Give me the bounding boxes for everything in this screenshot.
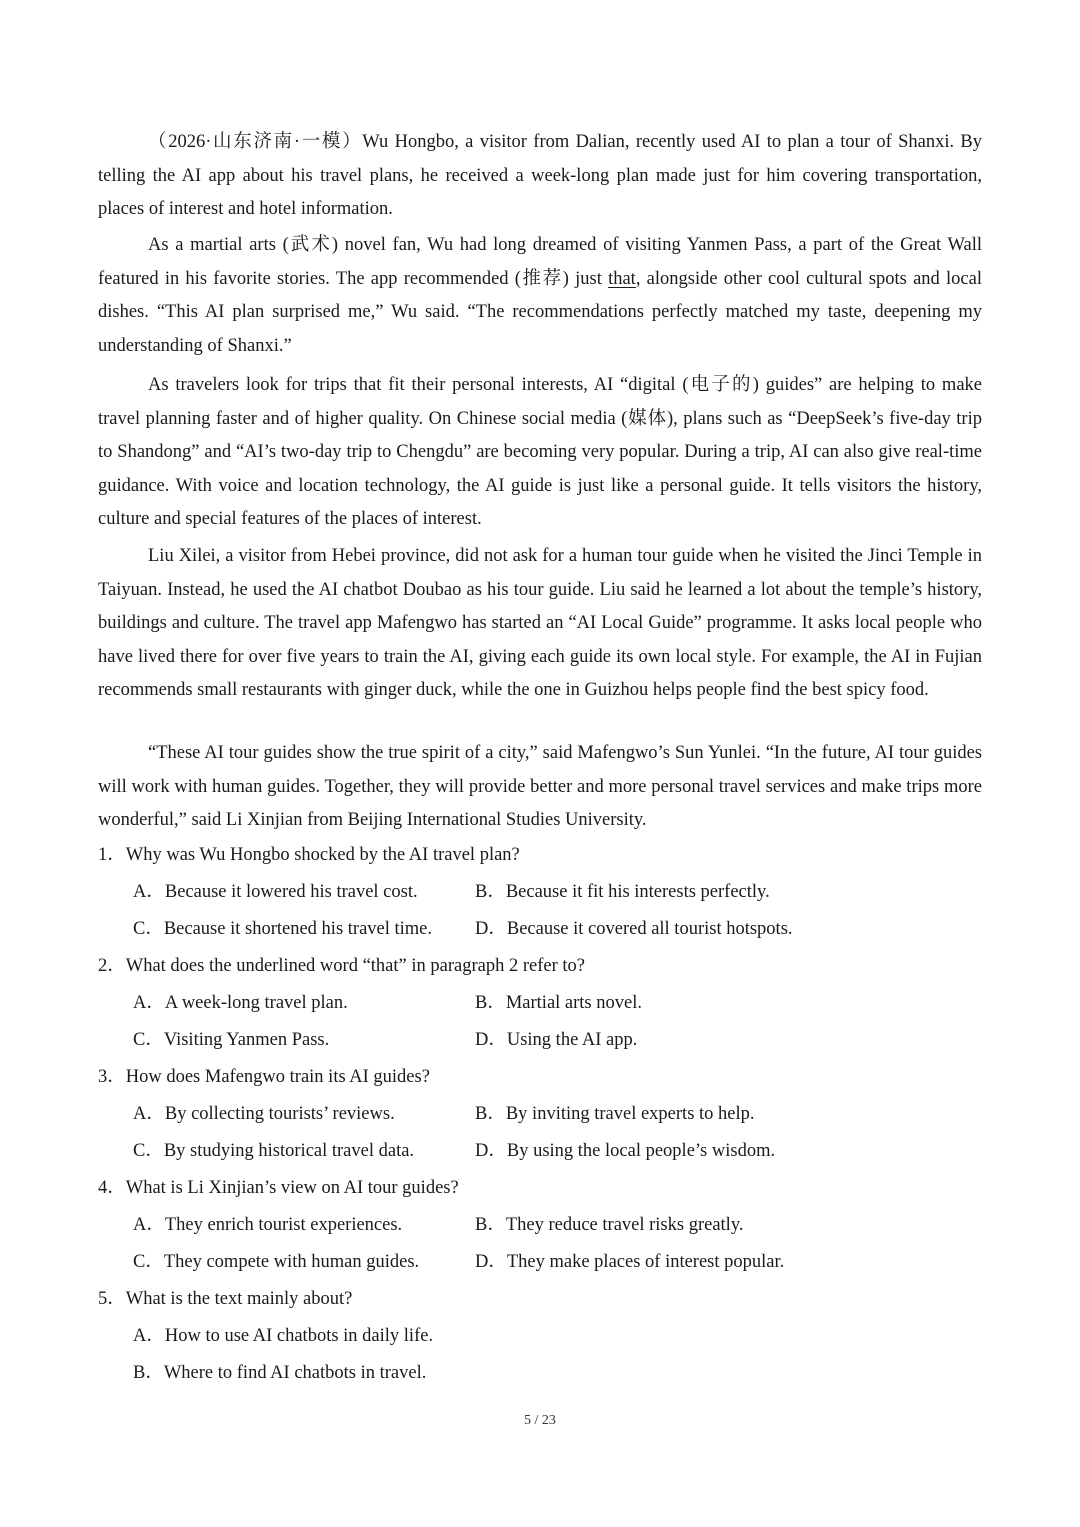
page-number: 5 / 23 (524, 1413, 556, 1428)
question-2-option-a[interactable]: A．A week-long travel plan. (133, 993, 348, 1013)
question-3-stem: 3．How does Mafengwo train its AI guides? (98, 1067, 430, 1087)
passage-paragraph-1: （2026·山东济南·一模）Wu Hongbo, a visitor from Dalian, recently used AI to plan a tour of Shanxi. By telling the AI app about his travel plans, he received a week-long plan made just for him covering transportation, places of interest and hotel information. (98, 132, 982, 219)
question-1-option-b[interactable]: B．Because it fit his interests perfectly. (475, 882, 770, 902)
question-2-stem: 2．What does the underlined word “that” in paragraph 2 refer to? (98, 956, 585, 976)
passage-paragraph-2 (98, 229, 982, 363)
underlined-word-that: that (608, 268, 636, 289)
passage-paragraph-5: “These AI tour guides show the true spirit of a city,” said Mafengwo’s Sun Yunlei. “In the future, AI tour guides will work with human guides. Together, they will provide better and more personal travel services and make trips more wonderful,” said Li Xinjian from Beijing International Studies University. (98, 743, 982, 830)
question-4-option-a[interactable]: A．They enrich tourist experiences. (133, 1215, 403, 1235)
passage-paragraph-4: Liu Xilei, a visitor from Hebei province, did not ask for a human tour guide when he visited the Jinci Temple in Taiyuan. Instead, he used the AI chatbot Doubao as his tour guide. Liu said he learned a lot about the temple’s history, buildings and culture. The travel app Mafengwo has started an “AI Local Guide” programme. It asks local people who have lived there for over five years to train the AI, giving each guide its own local style. For example, the AI in Fujian recommends small restaurants with ginger duck, while the one in Guizhou helps people find the best spicy food. (98, 546, 982, 700)
question-1-stem: 1．Why was Wu Hongbo shocked by the AI travel plan? (98, 845, 520, 865)
question-3-option-b[interactable]: B．By inviting travel experts to help. (475, 1104, 755, 1124)
question-5-option-a[interactable]: A．How to use AI chatbots in daily life. (133, 1326, 434, 1346)
question-4-option-d[interactable]: D．They make places of interest popular. (475, 1252, 785, 1272)
question-2-option-b[interactable]: B．Martial arts novel. (475, 993, 642, 1013)
question-4-stem: 4．What is Li Xinjian’s view on AI tour guides? (98, 1178, 459, 1198)
paragraph-2-text-before: As a martial arts (武术) novel fan, Wu had long dreamed of visiting Yanmen Pass, a part of the Great Wall featured in his favorite stories. The app recommended (推荐) just (98, 235, 982, 289)
question-3-option-a[interactable]: A．By collecting tourists’ reviews. (133, 1104, 395, 1124)
question-1-option-d[interactable]: D．Because it covered all tourist hotspots. (475, 919, 793, 939)
paragraph-2-text-after: , alongside other cool cultural spots and local dishes. “This AI plan surprised me,” Wu said. “The recommendations perfectly matched my taste, deepening my understanding of Shanxi.” (98, 268, 982, 356)
question-2-option-c[interactable]: C．Visiting Yanmen Pass. (133, 1030, 330, 1050)
question-1-option-a[interactable]: A．Because it lowered his travel cost. (133, 882, 418, 902)
question-2-option-d[interactable]: D．Using the AI app. (475, 1030, 638, 1050)
question-5-option-b[interactable]: B．Where to find AI chatbots in travel. (133, 1363, 427, 1383)
question-3-option-d[interactable]: D．By using the local people’s wisdom. (475, 1141, 776, 1161)
question-5-stem: 5．What is the text mainly about? (98, 1289, 353, 1309)
question-3-option-c[interactable]: C．By studying historical travel data. (133, 1141, 415, 1161)
question-4-option-c[interactable]: C．They compete with human guides. (133, 1252, 420, 1272)
question-4-option-b[interactable]: B．They reduce travel risks greatly. (475, 1215, 744, 1235)
question-1-option-c[interactable]: C．Because it shortened his travel time. (133, 919, 433, 939)
passage-paragraph-3: As travelers look for trips that fit their personal interests, AI “digital (电子的) guides” are helping to make travel planning faster and of higher quality. On Chinese social media (媒体), plans such as “DeepSeek’s five-day trip to Shandong” and “AI’s two-day trip to Chengdu” are becoming very popular. During a trip, AI can also give real-time guidance. With voice and location technology, the AI guide is just like a personal guide. It tells visitors the history, culture and special features of the places of interest. (98, 375, 982, 529)
